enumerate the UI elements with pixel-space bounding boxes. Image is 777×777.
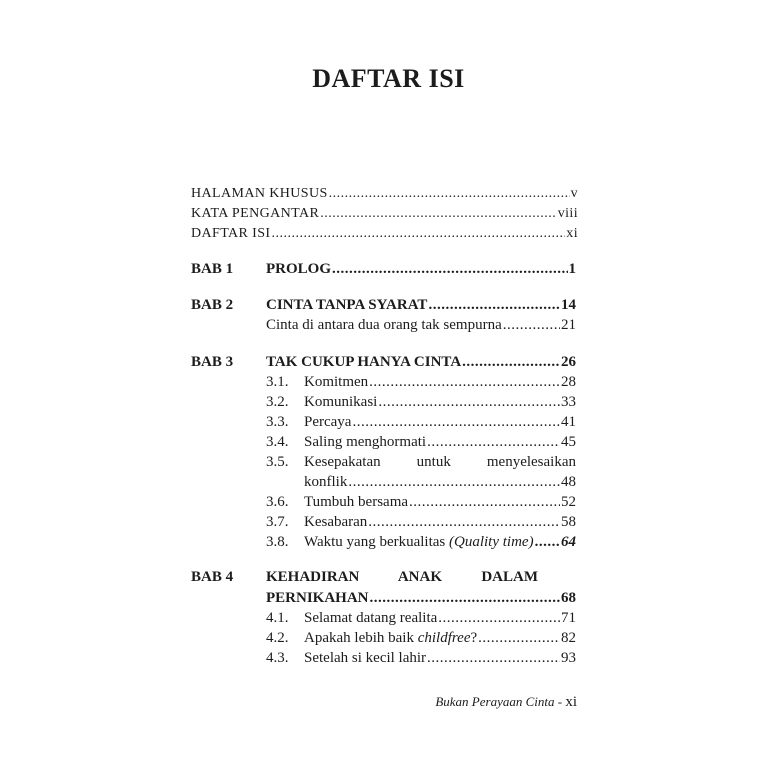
toc-section-3-7[interactable] [266,512,576,532]
toc-section-3-4[interactable] [266,432,576,452]
chapter-title: CINTA TANPA SYARAT [266,297,428,313]
leader-dots [320,204,557,224]
section-number: 3.1. [266,374,289,390]
section-label: Tumbuh bersama [304,494,409,510]
section-number: 3.4. [266,434,289,450]
toc-section-4-3[interactable] [266,648,576,668]
running-footer [435,694,577,711]
section-number: 3.7. [266,514,289,530]
toc-entry-halaman-khusus[interactable] [191,184,578,204]
section-label-italic: childfree [417,630,471,646]
section-label: Percaya [304,414,352,430]
section-number: 4.2. [266,630,289,646]
toc-section-3-6[interactable] [266,492,576,512]
section-label: Setelah si kecil lahir [304,650,427,666]
toc-section-3-3[interactable] [266,412,576,432]
leader-dots [428,295,560,315]
toc-entry-kata-pengantar[interactable] [191,204,578,224]
section-number: 3.5. [266,454,289,470]
chapter-title-line1[interactable]: KEHADIRAN ANAK DALAM [266,569,538,585]
section-number: 4.1. [266,610,289,626]
leader-dots [535,532,560,552]
toc-chapter-kehadiran-anak[interactable] [266,588,576,608]
toc-chapter-cinta-tanpa-syarat[interactable] [266,295,576,315]
section-page: 33 [561,394,576,410]
section-label [304,628,477,648]
toc-entry-page: xi [566,226,578,241]
toc-chapter-prolog[interactable] [266,259,576,279]
leader-dots [438,608,560,628]
leader-dots [369,372,560,392]
section-page: 48 [561,474,576,490]
toc-section-3-5-line1[interactable] [266,452,576,472]
chapter-number: BAB 1 [191,261,234,277]
toc-entry-cinta-di-antara[interactable] [266,315,576,335]
section-label [304,532,534,552]
section-label-text: Apakah lebih baik [304,630,414,646]
leader-dots [352,412,560,432]
toc-section-3-5[interactable] [304,472,576,492]
toc-entry-daftar-isi[interactable] [191,224,578,244]
section-label: konflik [304,474,348,490]
chapter-title: PROLOG [266,261,332,277]
chapter-page: 68 [561,590,576,606]
leader-dots [503,315,560,335]
toc-entry-label: HALAMAN KHUSUS [191,186,328,201]
chapter-number: BAB 4 [191,569,234,585]
chapter-title: PERNIKAHAN [266,590,369,606]
toc-chapter-tak-cukup-hanya-cinta[interactable] [266,352,576,372]
section-label: Saling menghormati [304,434,427,450]
toc-entry-label: DAFTAR ISI [191,226,271,241]
leader-dots [272,224,566,244]
section-label: Kesabaran [304,514,368,530]
leader-dots [329,184,570,204]
section-label: Selamat datang realita [304,610,438,626]
section-page: 82 [561,630,576,646]
section-number: 3.2. [266,394,289,410]
leader-dots [478,628,560,648]
footer-page-number: xi [565,694,577,710]
chapter-title: TAK CUKUP HANYA CINTA [266,354,462,370]
leader-dots [370,588,560,608]
section-number: 4.3. [266,650,289,666]
footer-book-title: Bukan Perayaan Cinta - [435,694,563,709]
section-label-suffix: ? [470,630,478,646]
chapter-page: 26 [561,354,576,370]
chapter-page: 14 [561,297,576,313]
leader-dots [378,392,560,412]
chapter-number: BAB 3 [191,354,234,370]
section-page: 52 [561,494,576,510]
toc-entry-page: v [570,186,578,201]
section-page: 28 [561,374,576,390]
section-page: 93 [561,650,576,666]
section-number: 3.8. [266,534,289,550]
leader-dots [368,512,560,532]
section-number: 3.6. [266,494,289,510]
chapter-page: 1 [568,261,576,277]
section-label-italic: (Quality time) [449,534,534,550]
leader-dots [427,648,560,668]
toc-entry-page: 21 [561,317,576,333]
toc-section-3-8[interactable] [266,532,576,552]
leader-dots [348,472,560,492]
section-page: 71 [561,610,576,626]
section-page: 64 [561,534,576,550]
toc-section-4-2[interactable] [266,628,576,648]
section-label: Kesepakatan untuk menyelesaikan [304,454,576,470]
toc-entry-page: viii [557,206,578,221]
section-page: 41 [561,414,576,430]
toc-section-4-1[interactable] [266,608,576,628]
leader-dots [409,492,560,512]
section-label: Komunikasi [304,394,378,410]
page-title: DAFTAR ISI [312,64,465,93]
section-page: 58 [561,514,576,530]
section-page: 45 [561,434,576,450]
toc-entry-label: Cinta di antara dua orang tak sempurna [266,317,502,333]
toc-entry-label: KATA PENGANTAR [191,206,320,221]
toc-section-3-2[interactable] [266,392,576,412]
section-label: Komitmen [304,374,369,390]
chapter-number: BAB 2 [191,297,234,313]
leader-dots [462,352,560,372]
section-label-text: Waktu yang berkualitas [304,534,446,550]
section-number: 3.3. [266,414,289,430]
leader-dots [332,259,567,279]
toc-section-3-1[interactable] [266,372,576,392]
leader-dots [427,432,560,452]
